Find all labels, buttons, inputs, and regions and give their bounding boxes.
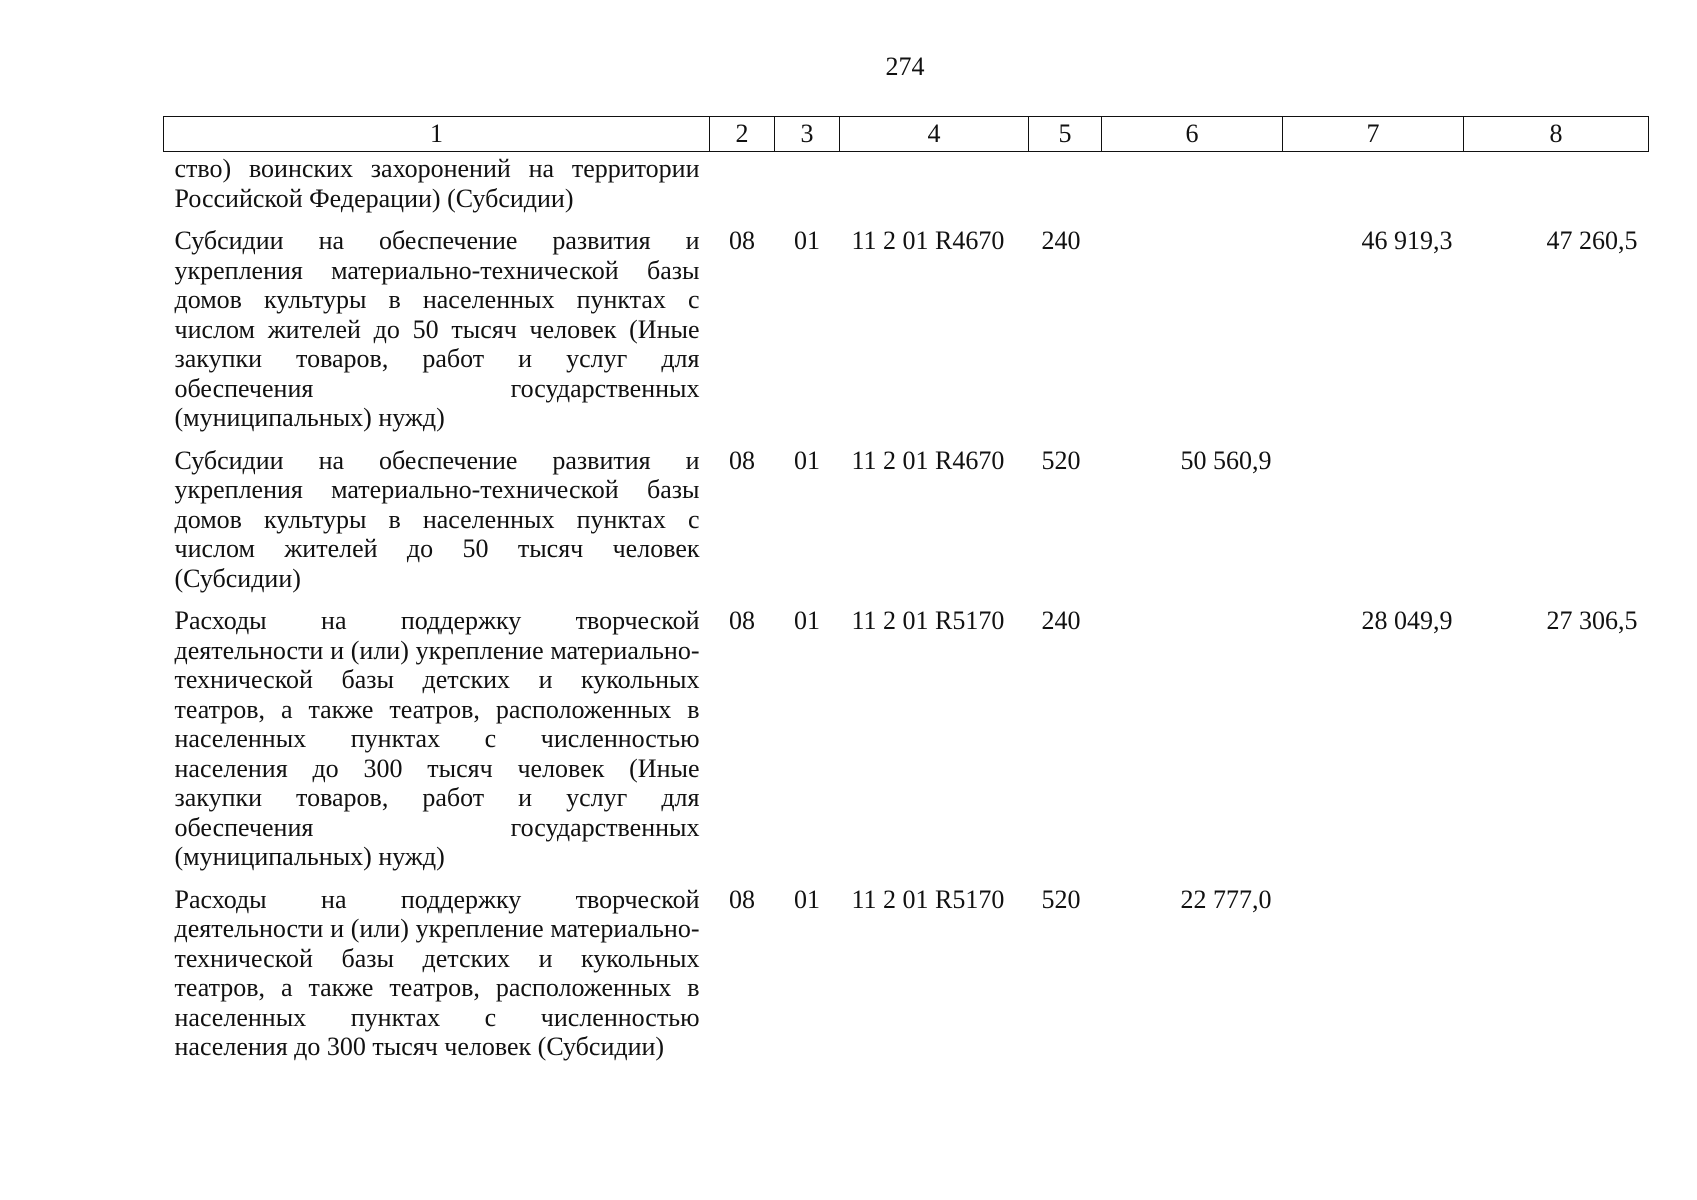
row-section-code <box>710 152 775 227</box>
column-header-4: 4 <box>840 117 1029 152</box>
row-amount-col8: 27 306,5 <box>1546 606 1638 635</box>
row-expense-type-code: 240 <box>1041 606 1081 635</box>
row-expense-type-code: 520 <box>1041 445 1081 475</box>
row-amount-col6: 22 777,0 <box>1180 884 1272 914</box>
budget-table <box>163 116 1649 1075</box>
row-amount-col7: 46 919,3 <box>1361 226 1453 255</box>
table-header <box>164 117 1649 152</box>
row-subsection-code: 01 <box>794 606 820 635</box>
row-target-code: 11 2 01 R5170 <box>851 606 1005 635</box>
row-amount-col8 <box>1464 152 1649 227</box>
row-expense-type-code: 240 <box>1041 226 1081 255</box>
column-header-8: 8 <box>1464 117 1649 152</box>
column-header-3: 3 <box>775 117 840 152</box>
row-expense-type-code <box>1029 152 1102 227</box>
row-section-code: 08 <box>729 884 755 914</box>
row-target-code: 11 2 01 R4670 <box>851 445 1005 475</box>
table-row <box>164 152 1649 227</box>
row-description: Субсидии на обеспечение развития и укрепления материально-технической базы домов культуры в населенных пунктах с числом жителей до 50 тысяч человек (Субсидии) <box>174 445 700 593</box>
row-amount-col6: 50 560,9 <box>1180 445 1272 475</box>
row-subsection-code <box>775 152 840 227</box>
page-number: 274 <box>885 52 925 81</box>
table-row <box>164 885 1649 1075</box>
column-header-5: 5 <box>1029 117 1102 152</box>
table-row <box>164 606 1649 885</box>
row-description: Расходы на поддержку творческой деятельности и (или) укрепление материально-технической базы детских и кукольных театров, а также театров, расположенных в населенных пунктах с численностью населения до 300 тысяч человек (Иные закупки товаров, работ и услуг для обеспечения государственных (муниципальных) нужд) <box>174 606 700 871</box>
row-amount-col6 <box>1102 606 1283 885</box>
row-amount-col6 <box>1102 226 1283 446</box>
row-section-code: 08 <box>729 606 755 635</box>
row-subsection-code: 01 <box>794 445 820 475</box>
table-row <box>164 446 1649 607</box>
row-description: Расходы на поддержку творческой деятельности и (или) укрепление материально-технической базы детских и кукольных театров, а также театров, расположенных в населенных пунктах с численностью населения до 300 тысяч человек (Субсидии) <box>174 884 700 1061</box>
column-header-7: 7 <box>1283 117 1464 152</box>
row-expense-type-code: 520 <box>1041 884 1081 914</box>
row-amount-col7 <box>1283 446 1464 607</box>
table-row <box>164 226 1649 446</box>
table-body <box>164 152 1649 1075</box>
column-header-1: 1 <box>164 117 710 152</box>
row-subsection-code: 01 <box>794 226 820 255</box>
row-section-code: 08 <box>729 445 755 475</box>
row-amount-col8 <box>1464 446 1649 607</box>
row-amount-col7: 28 049,9 <box>1361 606 1453 635</box>
row-target-code: 11 2 01 R4670 <box>851 226 1005 255</box>
row-amount-col8 <box>1464 885 1649 1075</box>
row-amount-col6 <box>1102 152 1283 227</box>
row-amount-col7 <box>1283 885 1464 1075</box>
row-section-code: 08 <box>729 226 755 255</box>
row-amount-col7 <box>1283 152 1464 227</box>
header-row <box>164 117 1649 152</box>
column-header-2: 2 <box>710 117 775 152</box>
column-header-6: 6 <box>1102 117 1283 152</box>
row-amount-col8: 47 260,5 <box>1546 226 1638 255</box>
row-target-code: 11 2 01 R5170 <box>851 884 1005 914</box>
row-description: ство) воинских захоронений на территории Российской Федерации) (Субсидии) <box>174 154 700 213</box>
row-target-code <box>840 152 1029 227</box>
row-subsection-code: 01 <box>794 884 820 914</box>
row-description: Субсидии на обеспечение развития и укрепления материально-технической базы домов культуры в населенных пунктах с числом жителей до 50 тысяч человек (Иные закупки товаров, работ и услуг для обеспечения государственных (муниципальных) нужд) <box>174 226 700 432</box>
